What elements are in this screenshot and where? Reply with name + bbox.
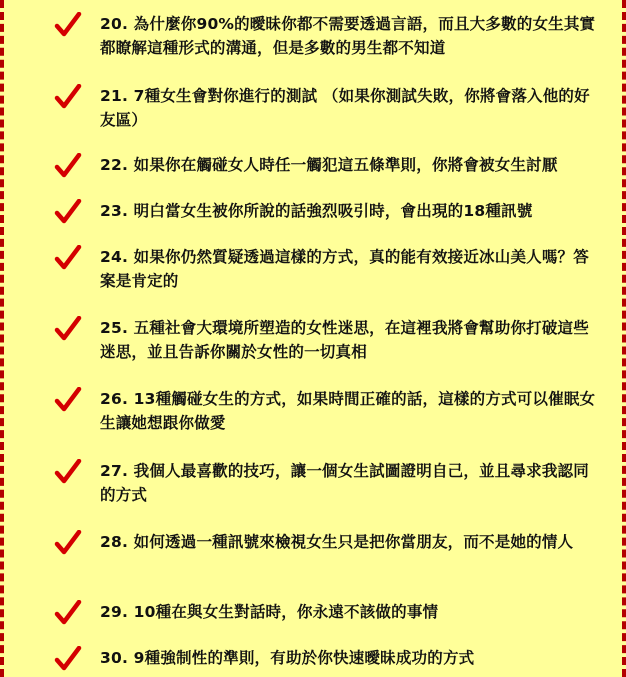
checkmark-icon	[54, 199, 82, 225]
list-item-text: 27. 我個人最喜歡的技巧，讓一個女生試圖證明自己，並且尋求我認同的方式	[100, 462, 589, 504]
list-item-text: 30. 9種強制性的準則，有助於你快速曖昧成功的方式	[100, 649, 475, 667]
list-item	[4, 316, 622, 376]
list-item	[4, 12, 622, 72]
checkmark-icon	[54, 245, 82, 271]
checkmark-icon	[54, 600, 82, 626]
list-item-text: 20. 為什麼你90%的曖昧你都不需要透過言語，而且大多數的女生其實都瞭解這種形式的溝通，但是多數的男生都不知道	[100, 15, 596, 57]
list-item-text: 21. 7種女生會對你進行的測試 （如果你測試失敗，你將會落入他的好友區）	[100, 87, 590, 129]
checkmark-icon	[54, 459, 82, 485]
checkmark-icon	[54, 387, 82, 413]
checkmark-icon	[54, 646, 82, 672]
list-item-text: 26. 13種觸碰女生的方式，如果時間正確的話，這樣的方式可以催眠女生讓她想跟你做愛	[100, 390, 596, 432]
checkmark-icon	[54, 530, 82, 556]
list-item	[4, 646, 622, 677]
list-item-text: 23. 明白當女生被你所說的話強烈吸引時，會出現的18種訊號	[100, 202, 533, 220]
checkmark-icon	[54, 316, 82, 342]
checkmark-icon	[54, 12, 82, 38]
list-item-text: 24. 如果你仍然質疑透過這樣的方式，真的能有效接近冰山美人嗎？答案是肯定的	[100, 248, 589, 290]
list-item	[4, 459, 622, 519]
list-item	[4, 530, 622, 590]
checkmark-icon	[54, 153, 82, 179]
list-item-text: 28. 如何透過一種訊號來檢視女生只是把你當朋友，而不是她的情人	[100, 533, 574, 551]
list-item-text: 22. 如果你在觸碰女人時任一觸犯這五條準則，你將會被女生討厭	[100, 156, 558, 174]
list-item	[4, 245, 622, 305]
list-item-text: 29. 10種在與女生對話時，你永遠不該做的事情	[100, 603, 439, 621]
list-item-text: 25. 五種社會大環境所塑造的女性迷思，在這裡我將會幫助你打破這些迷思，並且告訴你關於女性的一切真相	[100, 319, 589, 361]
list-item	[4, 84, 622, 144]
checkmark-icon	[54, 84, 82, 110]
list-item	[4, 387, 622, 447]
